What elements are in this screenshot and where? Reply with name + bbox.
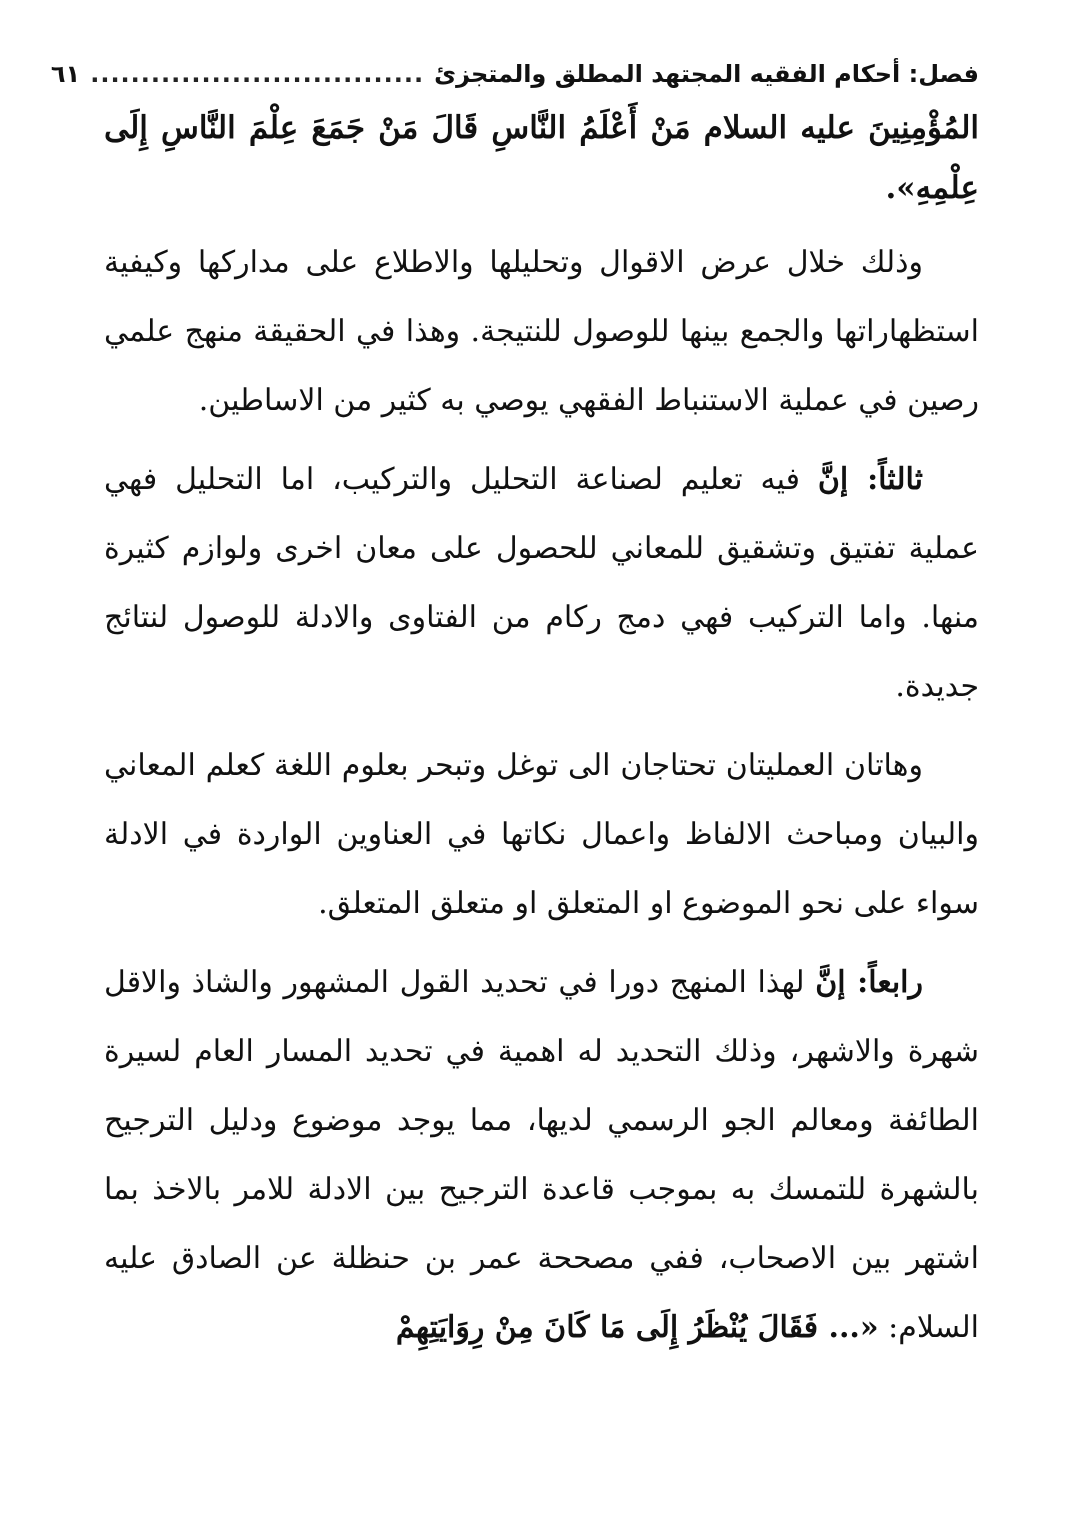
leader-dots: ................................. [90,60,425,88]
point-lead: ثالثاً: إنَّ [817,462,923,497]
point-lead: رابعاً: إنَّ [815,965,923,1000]
page-number: ٦١ [50,60,81,88]
paragraph-text: المُؤْمِنِينَ عليه السلام مَنْ أَعْلَمُ النَّاسِ قَالَ مَنْ جَمَعَ عِلْمَ النَّاسِ إِلَى عِلْمِهِ». [104,110,979,206]
chapter-title: فصل: أحكام الفقيه المجتهد المطلق والمتجزئ [434,60,979,88]
paragraph-language-sciences [104,731,979,938]
paragraph-third-point [104,445,979,721]
paragraph-text: فيه تعليم لصناعة التحليل والتركيب، اما التحليل فهي عملية تفتيق وتشقيق للمعاني للحصول على معان اخرى ولوازم كثيرة منها. واما التركيب فهي دمج ركام من الفتاوى والادلة للوصول لنتائج جديدة. [104,462,979,704]
paragraph-text: وذلك خلال عرض الاقوال وتحليلها والاطلاع على مداركها وكيفية استظهاراتها والجمع بينها للوصول للنتيجة. وهذا في الحقيقة منهج علمي رصين في عملية الاستنباط الفقهي يوصي به كثير من الاساطين. [104,245,979,418]
running-header [50,54,979,94]
hadith-quote: «... فَقَالَ يُنْظَرُ إِلَى مَا كَانَ مِنْ رِوَايَتِهِمْ [395,1310,879,1345]
paragraph-method-description [104,228,979,435]
paragraph-text: لهذا المنهج دورا في تحديد القول المشهور والشاذ والاقل شهرة والاشهر، وذلك التحديد له اهمية في تحديد المسار العام لسيرة الطائفة ومعالم الجو الرسمي لديها، مما يوجد موضوع ودليل الترجيح بالشهرة للتمسك به بموجب قاعدة الترجيح بين الادلة للامر بالاخذ بما اشتهر بين الاصحاب، ففي مصححة عمر بن حنظلة عن الصادق عليه السلام: [104,965,979,1345]
document-page [50,54,979,1531]
paragraph-text: وهاتان العمليتان تحتاجان الى توغل وتبحر بعلوم اللغة كعلم المعاني والبيان ومباحث الالفاظ واعمال نكاتها في العناوين الواردة في الادلة سواء على نحو الموضوع او المتعلق او متعلق المتعلق. [104,748,979,921]
paragraph-hadith-continuation [104,98,979,218]
paragraph-fourth-point [104,948,979,1362]
